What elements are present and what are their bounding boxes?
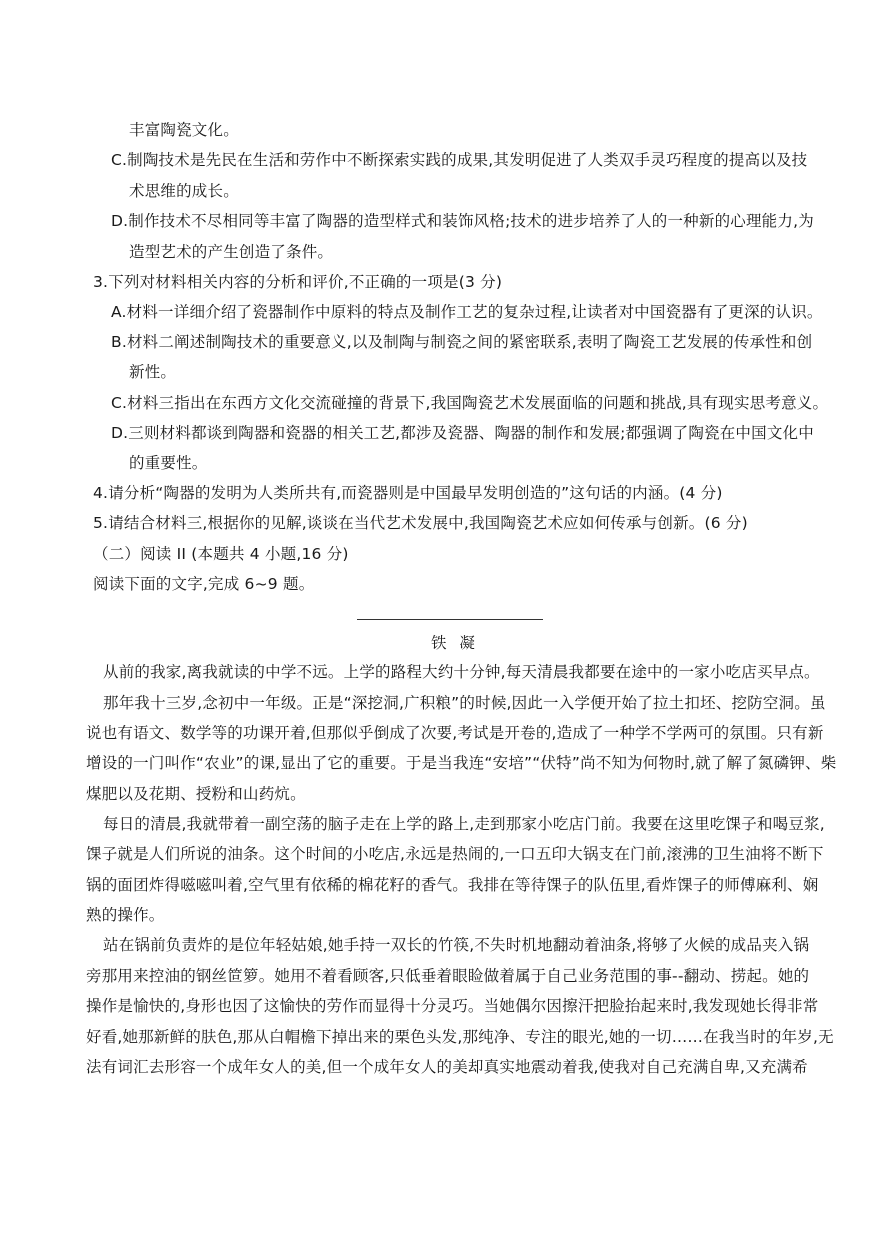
story-line: 那年我十三岁,念初中一年级。正是“深挖洞,广积粮”的时候,因此一入学便开始了拉土扣坯、挖防空洞。虽 [103,694,826,712]
option-b-continuation: 丰富陶瓷文化。 [129,121,239,139]
story-line: 增设的一门叫作“农业”的课,显出了它的重要。于是当我连“安培”“伏特”尚不知为何物时,就了解了氮磷钾、柴 [86,754,837,772]
story-line: 说也有语文、数学等的功课开着,但那似乎倒成了次要,考试是开卷的,造成了一种学不学两可的氛围。只有新 [86,724,824,742]
story-line: 每日的清晨,我就带着一副空荡的脑子走在上学的路上,走到那家小吃店门前。我要在这里吃馃子和喝豆浆, [103,815,825,833]
question-4: 4.请分析“陶器的发明为人类所共有,而瓷器则是中国最早发明创造的”这句话的内涵。(4 分) [93,484,723,502]
story-author-title: 铁 凝 [431,634,479,652]
question-3-option-b-line1: B.材料二阐述制陶技术的重要意义,以及制陶与制瓷之间的紧密联系,表明了陶瓷工艺发展的传承性和创 [111,333,813,351]
question-3-option-b-line2: 新性。 [129,363,177,381]
question-3-option-c: C.材料三指出在东西方文化交流碰撞的背景下,我国陶瓷艺术发展面临的问题和挑战,具有现实思考意义。 [111,394,829,412]
question-3-option-d-line2: 的重要性。 [129,454,208,472]
option-d-line2: 造型艺术的产生创造了条件。 [129,243,334,261]
story-line: 法有词汇去形容一个成年女人的美,但一个成年女人的美却真实地震动着我,使我对自己充满自卑,又充满希 [86,1058,808,1076]
option-d-line1: D.制作技术不尽相同等丰富了陶器的造型样式和装饰风格;技术的进步培养了人的一种新的心理能力,为 [111,212,814,230]
story-line: 旁那用来控油的钢丝笸箩。她用不着看顾客,只低垂着眼睑做着属于自己业务范围的事--翻动、捞起。她的 [86,967,810,985]
story-line: 馃子就是人们所说的油条。这个时间的小吃店,永远是热闹的,一口五印大锅支在门前,滚沸的卫生油将不断下 [86,845,824,863]
story-line: 站在锅前负责炸的是位年轻姑娘,她手持一双长的竹筷,不失时机地翻动着油条,将够了火候的成品夹入锅 [103,936,810,954]
question-3-option-a: A.材料一详细介绍了瓷器制作中原料的特点及制作工艺的复杂过程,让读者对中国瓷器有了更深的认识。 [111,303,823,321]
option-c-line1: C.制陶技术是先民在生活和劳作中不断探索实践的成果,其发明促进了人类双手灵巧程度的提高以及技 [111,151,808,169]
question-3-option-d-line1: D.三则材料都谈到陶器和瓷器的相关工艺,都涉及瓷器、陶器的制作和发展;都强调了陶瓷在中国文化中 [111,424,814,442]
story-line: 好看,她那新鲜的肤色,那从白帽檐下掉出来的栗色头发,那纯净、专注的眼光,她的一切……在我当时的年岁,无 [86,1028,834,1046]
section-2-heading: （二）阅读 II (本题共 4 小题,16 分) [93,545,349,563]
title-divider [357,619,543,620]
story-line: 煤肥以及花期、授粉和山药炕。 [86,785,306,803]
question-5: 5.请结合材料三,根据你的见解,谈谈在当代艺术发展中,我国陶瓷艺术应如何传承与创新。(6 分) [93,514,748,532]
option-c-line2: 术思维的成长。 [129,182,239,200]
story-line: 锅的面团炸得嗞嗞叫着,空气里有依稀的棉花籽的香气。我排在等待馃子的队伍里,看炸馃子的师傅麻利、娴 [86,876,819,894]
section-2-instruction: 阅读下面的文字,完成 6~9 题。 [93,575,315,593]
question-3-stem: 3.下列对材料相关内容的分析和评价,不正确的一项是(3 分) [93,273,503,291]
story-line: 从前的我家,离我就读的中学不远。上学的路程大约十分钟,每天清晨我都要在途中的一家小吃店买早点。 [103,663,820,681]
story-line: 熟的操作。 [86,906,165,924]
story-line: 操作是愉快的,身形也因了这愉快的劳作而显得十分灵巧。当她偶尔因擦汗把脸抬起来时,我发现她长得非常 [86,997,819,1015]
